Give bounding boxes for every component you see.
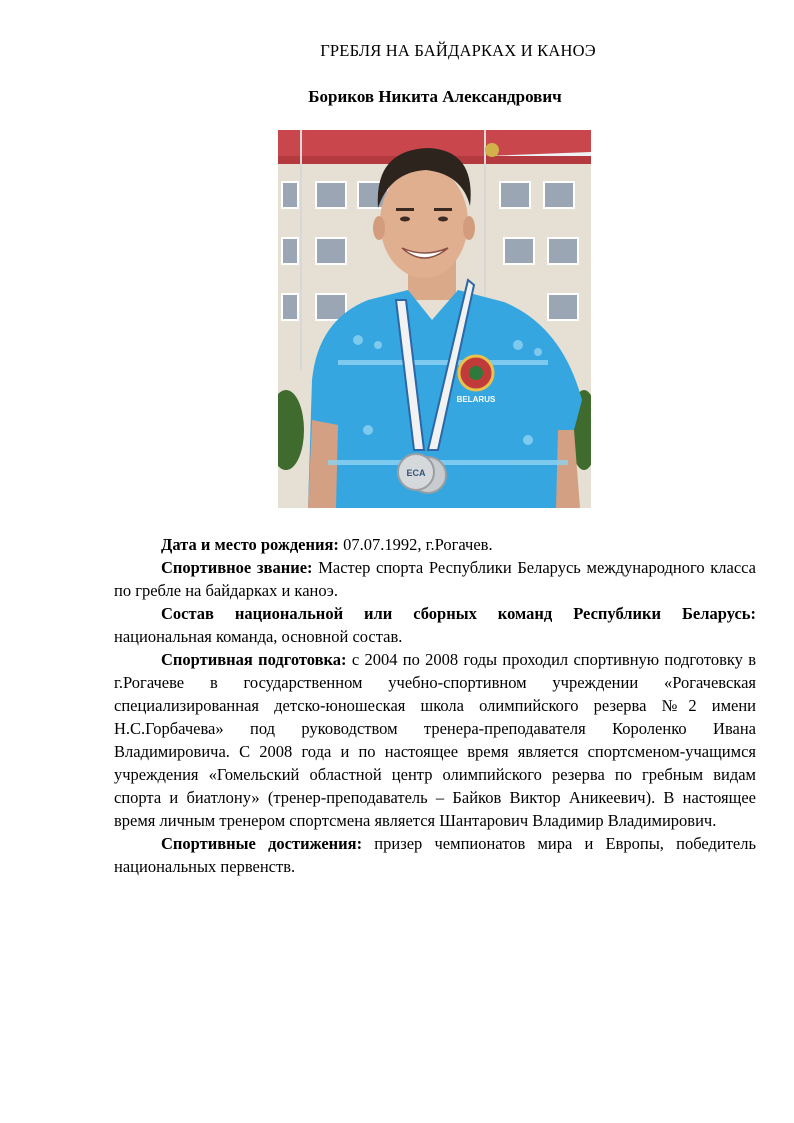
achievements-paragraph	[114, 832, 756, 878]
birth-value: 07.07.1992, г.Рогачев.	[338, 535, 493, 554]
medal-text: ECA	[406, 468, 426, 478]
biography	[114, 533, 756, 878]
athlete-photo-illustration	[278, 130, 591, 508]
birth-paragraph	[114, 533, 756, 556]
sport-title: ГРЕБЛЯ НА БАЙДАРКАХ И КАНОЭ	[320, 41, 596, 60]
training-value: с 2004 по 2008 годы проходил спортивную подготовку в г.Рогачеве в государственном учебно-спортивном учреждении «Рогачевская специализированная детско-юношеская школа олимпийского резерва №2 имени Н.С.Горбачева» под руководством тренера-преподавателя Короленко Ивана Владимировича. С 2008 года и по настоящее время является спортсменом-учащимся учреждения «Гомельский областной центр олимпийского резерва по гребным видам спорта и биатлону» (тренер-преподаватель – Байков Виктор Аникеевич). В настоящее время личным тренером спортсмена является Шантарович Владимир Владимирович.	[114, 650, 756, 830]
title-value: Мастер спорта Республики Беларусь международного класса по гребле на байдарках и каноэ.	[114, 558, 756, 600]
title-paragraph	[114, 556, 756, 602]
achievements-label: Спортивные достижения:	[161, 834, 363, 853]
birth-label: Дата и место рождения:	[161, 535, 339, 554]
team-label: Состав национальной или сборных команд Республики Беларусь:	[161, 604, 756, 623]
training-paragraph	[114, 648, 756, 832]
title-label: Спортивное звание:	[161, 558, 313, 577]
athlete-photo	[278, 130, 591, 508]
team-paragraph	[114, 602, 756, 648]
team-value: национальная команда, основной состав.	[114, 627, 403, 646]
shirt-text: BELARUS	[456, 395, 496, 404]
achievements-value: призер чемпионатов мира и Европы, победитель национальных первенств.	[114, 834, 757, 876]
training-label: Спортивная подготовка:	[161, 650, 347, 669]
athlete-name: Бориков Никита Александрович	[308, 87, 562, 106]
